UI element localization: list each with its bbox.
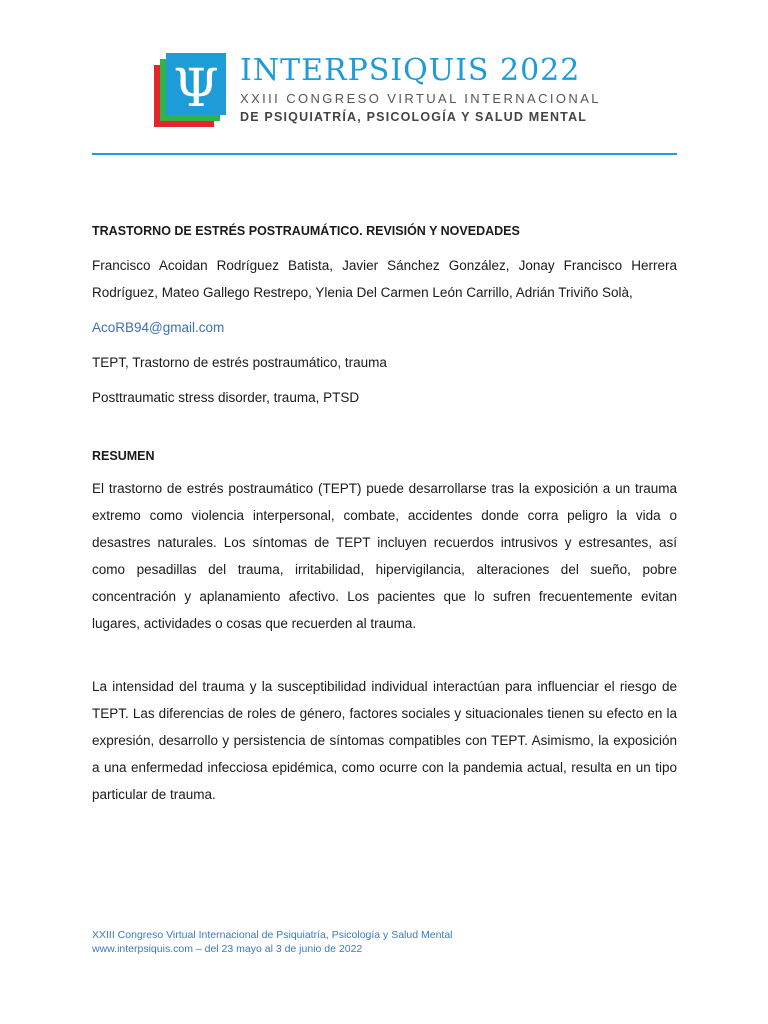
section-heading-resumen: RESUMEN [92,449,155,463]
interpsiquis-logo-icon [152,50,232,130]
page-footer [92,928,453,956]
conference-title: INTERPSIQUIS 2022 [240,53,581,88]
keywords-english: Posttraumatic stress disorder, trauma, PTSD [92,390,360,405]
footer-congress-name: XXIII Congreso Virtual Internacional de Psiquiatría, Psicología y Salud Mental [92,929,453,941]
footer-website-link[interactable]: www.interpsiquis.com – del 23 mayo al 3 de junio de 2022 [92,943,363,955]
abstract-paragraph-2: La intensidad del trauma y la susceptibilidad individual interactúan para influenciar el riesgo de TEPT. Las diferencias de roles de género, factores sociales y situacionales tienen su efecto en la expresión, desarrollo y persistencia de síntomas compatibles con TEPT. Asimismo, la exposición a una enfermedad infecciosa epidémica, como ocurre con la pandemia actual, resulta en un tipo particular de trauma. [92,679,677,802]
article-body [92,222,677,808]
abstract-paragraph-1: El trastorno de estrés postraumático (TEPT) puede desarrollarse tras la exposición a un trauma extremo como violencia interpersonal, combate, accidentes donde corra peligro la vida o desastres naturales. Los síntomas de TEPT incluyen recuerdos intrusivos y estresantes, así como pesadillas del trauma, irritabilidad, hipervigilancia, alteraciones del sueño, pobre concentración y aplanamiento afectivo. Los pacientes que lo sufren frecuentemente evitan lugares, actividades o cosas que recuerden al trauma. [92,481,677,631]
conference-header [152,50,612,130]
logo-text [240,54,601,126]
conference-subtitle-1: XXIII CONGRESO VIRTUAL INTERNACIONAL [240,91,601,106]
author-list: Francisco Acoidan Rodríguez Batista, Javier Sánchez González, Jonay Francisco Herrera Rodríguez, Mateo Gallego Restrepo, Ylenia Del Carmen León Carrillo, Adrián Triviño Solà, [92,258,677,300]
header-divider [92,153,677,155]
logo-psi-symbol: Ψ [173,59,219,119]
keywords-spanish: TEPT, Trastorno de estrés postraumático, trauma [92,355,387,370]
contact-email-link[interactable]: AcoRB94@gmail.com [92,320,225,335]
conference-subtitle-2: DE PSIQUIATRÍA, PSICOLOGÍA Y SALUD MENTAL [240,110,588,124]
article-title: TRASTORNO DE ESTRÉS POSTRAUMÁTICO. REVISIÓN Y NOVEDADES [92,224,520,238]
